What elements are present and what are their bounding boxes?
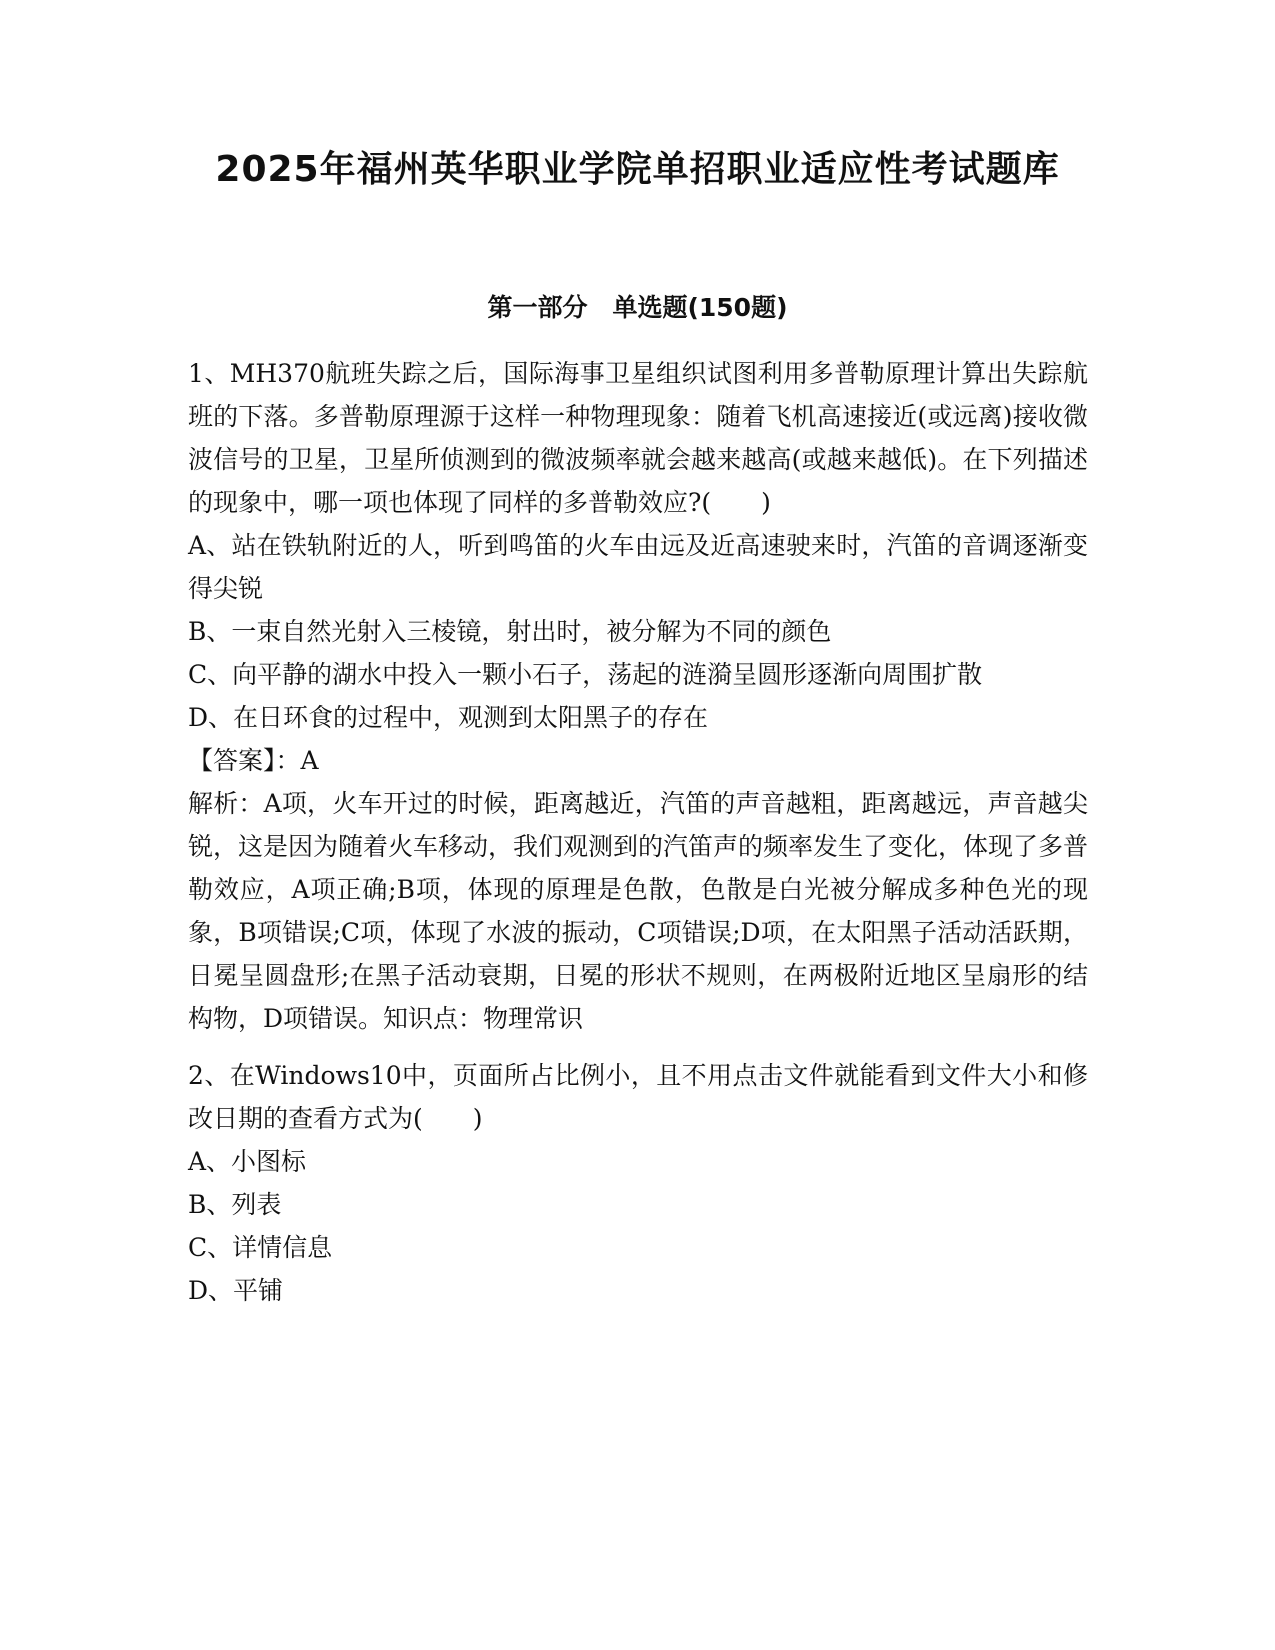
option-b: B、列表 <box>188 1190 282 1219</box>
option-a: A、小图标 <box>188 1147 307 1176</box>
question-stem: 1、MH370航班失踪之后，国际海事卫星组织试图利用多普勒原理计算出失踪航班的下落。多普勒原理源于这样一种物理现象：随着飞机高速接近(或远离)接收微波信号的卫星，卫星所侦测到的微波频率就会越来越高(或越来越低)。在下列描述的现象中，哪一项也体现了同样的多普勒效应?( ) <box>188 359 1088 517</box>
option-d: D、在日环食的过程中，观测到太阳黑子的存在 <box>188 703 709 732</box>
question-stem: 2、在Windows10中，页面所占比例小，且不用点击文件就能看到文件大小和修改日期的查看方式为( ) <box>188 1061 1088 1133</box>
analysis-text: 解析：A项，火车开过的时候，距离越近，汽笛的声音越粗，距离越远，声音越尖锐，这是因为随着火车移动，我们观测到的汽笛声的频率发生了变化，体现了多普勒效应，A项正确;B项，体现的原理是色散，色散是白光被分解成多种色光的现象，B项错误;C项，体现了水波的振动，C项错误;D项，在太阳黑子活动活跃期，日冕呈圆盘形;在黑子活动衰期，日冕的形状不规则，在两极附近地区呈扇形的结构物，D项错误。知识点：物理常识 <box>188 789 1089 1033</box>
document-body <box>188 352 1088 1312</box>
section-title: 第一部分 单选题(150题) <box>487 293 788 322</box>
option-d: D、平铺 <box>188 1276 284 1305</box>
document-title: 2025年福州英华职业学院单招职业适应性考试题库 <box>215 149 1060 190</box>
question-2 <box>188 1054 1088 1312</box>
option-c: C、向平静的湖水中投入一颗小石子，荡起的涟漪呈圆形逐渐向周围扩散 <box>188 660 983 689</box>
option-c: C、详情信息 <box>188 1233 333 1262</box>
option-a: A、站在铁轨附近的人，听到鸣笛的火车由远及近高速驶来时，汽笛的音调逐渐变得尖锐 <box>188 531 1088 603</box>
question-1 <box>188 352 1088 1040</box>
answer-line: 【答案】：A <box>188 746 319 775</box>
option-b: B、一束自然光射入三棱镜，射出时，被分解为不同的颜色 <box>188 617 832 646</box>
